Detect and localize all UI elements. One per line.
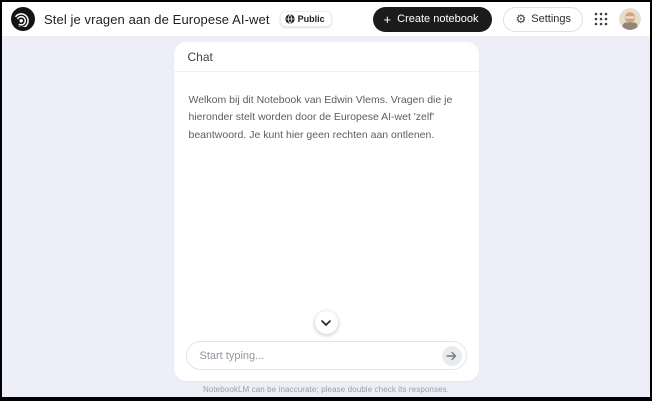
chat-panel: [174, 42, 479, 381]
chat-panel-title: Chat: [174, 42, 479, 72]
create-notebook-label: Create notebook: [397, 13, 479, 25]
notebook-title[interactable]: Stel je vragen aan de Europese AI-wet: [44, 11, 270, 27]
gear-icon: ⚙: [515, 12, 527, 26]
globe-icon: [285, 14, 295, 24]
disclaimer: NotebookLM can be inaccurate; please double check its responses.: [202, 384, 450, 394]
settings-button[interactable]: [503, 7, 583, 32]
settings-label: Settings: [531, 13, 571, 25]
plus-icon: +: [383, 11, 392, 27]
apps-grid-icon[interactable]: [594, 12, 608, 26]
chat-input-area: [174, 311, 479, 381]
chat-input[interactable]: [186, 341, 467, 370]
visibility-badge: [280, 11, 332, 27]
main-area: [2, 36, 650, 397]
avatar[interactable]: [619, 8, 641, 30]
logo-arcs: [15, 11, 31, 27]
top-bar-actions: [373, 7, 641, 32]
scroll-to-bottom-button[interactable]: [315, 311, 338, 334]
chat-messages: [174, 72, 479, 311]
create-notebook-button[interactable]: [373, 7, 493, 32]
top-bar: [2, 2, 650, 36]
send-arrow-icon: [446, 351, 457, 361]
chevron-down-icon: [321, 320, 331, 326]
notebooklm-logo-icon[interactable]: [11, 7, 35, 31]
visibility-badge-label: Public: [297, 14, 325, 24]
welcome-message: Welkom bij dit Notebook van Edwin Vlems. Vragen die je hieronder stelt worden door de Europese AI-wet 'zelf' beantwoord. Je kunt hier geen rechten aan ontlenen.: [188, 94, 453, 141]
send-button[interactable]: [442, 346, 462, 366]
